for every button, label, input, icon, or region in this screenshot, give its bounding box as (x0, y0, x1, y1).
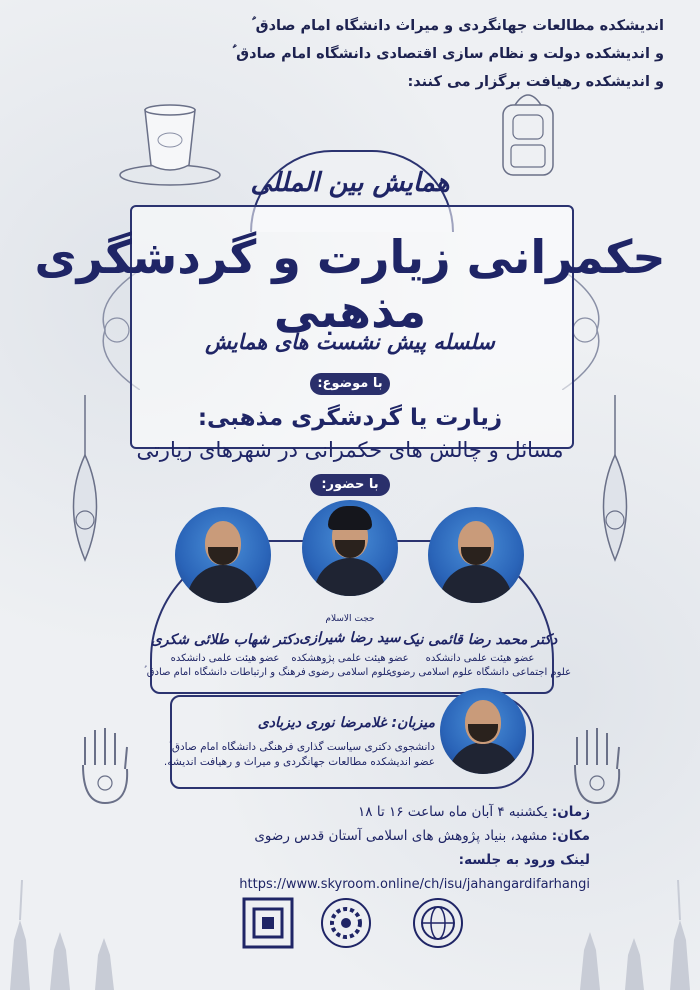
organizer-line-3: و اندیشکده رهیافت برگزار می کنند: (407, 74, 664, 90)
host-desc-line: عضو اندیشکده مطالعات جهانگردی و میراث و رهیافت اندیشه. (163, 756, 435, 768)
place-label: مکان: (551, 828, 590, 844)
right-hand-ornament (567, 725, 627, 805)
presence-badge: با حضور: (310, 474, 390, 496)
time-label: زمان: (551, 804, 590, 820)
session-link[interactable]: https://www.skyroom.online/ch/isu/jahangardifarhangi (239, 877, 590, 892)
speaker-desc-line: فرهنگ و ارتباطات دانشگاه امام صادق ؑ (144, 667, 306, 678)
speaker-desc-line: عضو هیئت علمی دانشکده (170, 653, 280, 664)
speaker-photo-talaei (175, 507, 271, 603)
speaker-desc-ghaeminik (385, 652, 575, 680)
economic-governance-logo (318, 895, 374, 951)
speaker-photo-shirazi (302, 500, 398, 596)
speaker-name-ghaeminik: دکتر محمد رضا قائمی نیک (402, 632, 558, 648)
speaker-desc-line: عضو هیئت علمی پژوهشکده (291, 653, 409, 664)
host-name: میزبان: غلامرضا نوری دیزبادی (257, 715, 435, 731)
organizer-line-2: و اندیشکده دولت و نظام سازی اقتصادی دانشگاه امام صادق ؑ (232, 46, 664, 62)
conference-subtitle: سلسله پیش نشست های همایش (205, 330, 495, 354)
time-row (110, 800, 590, 824)
tourism-heritage-logo (410, 895, 466, 951)
place-row (110, 824, 590, 848)
rahyaft-logo (240, 895, 296, 951)
speaker-desc-line: عضو هیئت علمی دانشکده (425, 653, 535, 664)
organizers-text (104, 12, 664, 96)
topic-line-1: زیارت یا گردشگری مذهبی: (197, 405, 503, 431)
host-photo (440, 688, 526, 774)
host-desc (164, 740, 435, 770)
link-row (110, 848, 590, 897)
conference-title: حکمرانی زیارت و گردشگری مذهبی (34, 230, 666, 338)
speaker-desc-line: علوم اجتماعی دانشگاه علوم اسلامی رضوی (388, 667, 572, 678)
conference-label: همایش بین المللی (250, 168, 450, 198)
link-label: لینک ورود به جلسه: (458, 852, 590, 868)
topic-line-2: مسائل و چالش های حکمرانی در شهرهای زیارتی (136, 438, 564, 462)
speaker-prefix-shirazi: حجت الاسلام (325, 614, 375, 624)
organizer-line-1: اندیشکده مطالعات جهانگردی و میراث دانشگاه امام صادق ؑ (251, 18, 664, 34)
time-value: یکشنبه ۴ آبان ماه ساعت ۱۶ تا ۱۸ (358, 804, 548, 820)
host-desc-line: دانشجوی دکتری سیاست گذاری فرهنگی دانشگاه امام صادق ؑ (169, 741, 435, 753)
speaker-name-shirazi: سید رضا شیرازی (299, 630, 401, 646)
place-value: مشهد، بنیاد پژوهش های اسلامی آستان قدس رضوی (254, 828, 548, 844)
speaker-photo-ghaeminik (428, 507, 524, 603)
speaker-desc-line: علوم اسلامی رضوی (307, 667, 393, 678)
left-hand-ornament (75, 725, 135, 805)
event-details (110, 800, 590, 897)
topic-badge: با موضوع: (310, 373, 390, 395)
speaker-name-talaei: دکتر شهاب طلائی شکری (150, 632, 300, 648)
